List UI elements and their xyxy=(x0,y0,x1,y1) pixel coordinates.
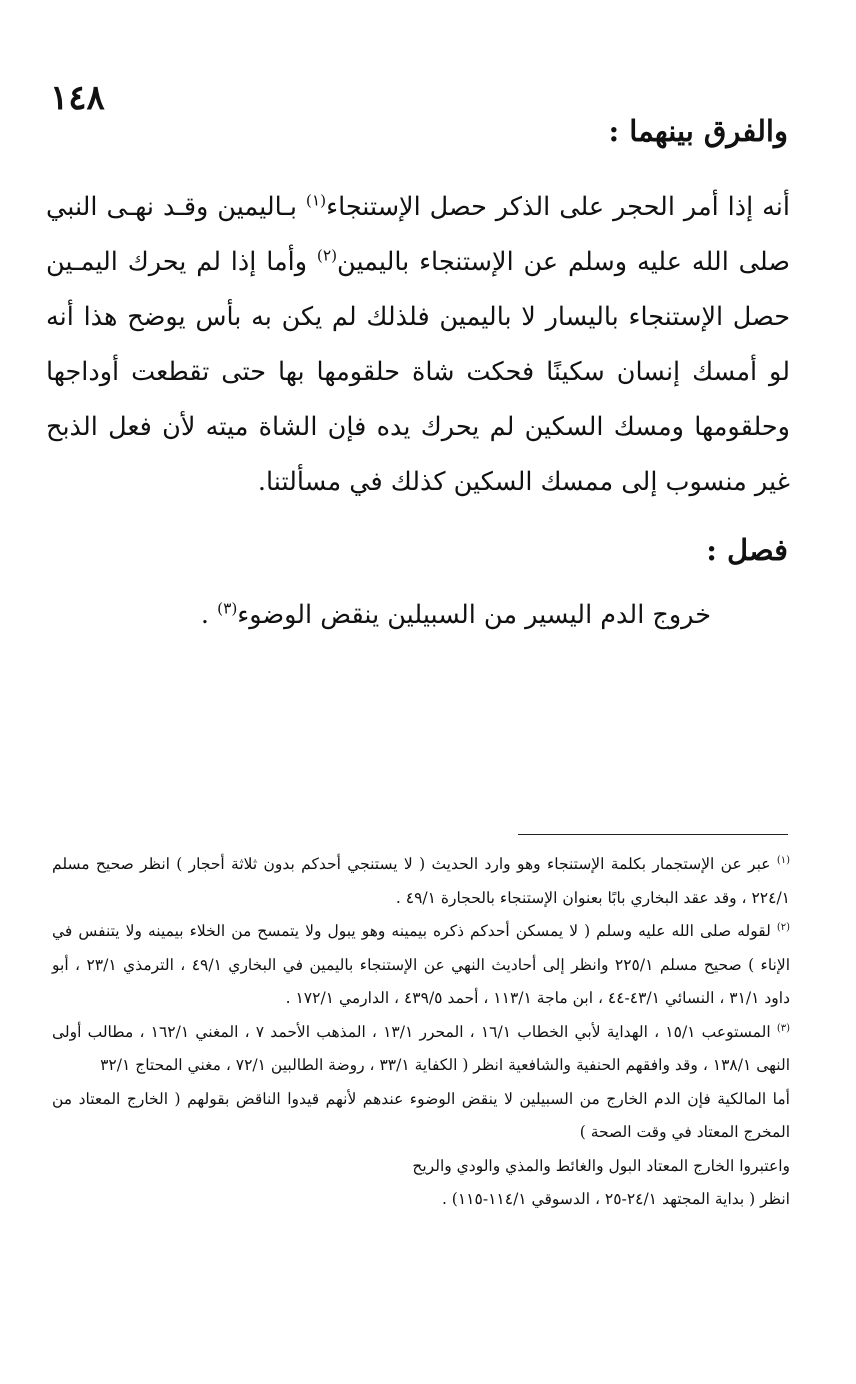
main-text-part-3: وأما إذا لم يحرك اليمـين حصل الإستنجاء باليسار لا باليمين فلذلك لم يكن به بأس يوضح هذا أنه لو أمسك إنسان سكينًا فحكت شاة حلقومها بها حتى تقطعت أوداجها وحلقومها ومسك السكين لم يحرك يده فإن الشاة ميته لأن فعل الذبح غير منسوب إلى ممسك السكين كذلك في مسألتنا. xyxy=(46,247,790,497)
page-number: ١٤٨ xyxy=(50,78,105,118)
footnote-ref-1[interactable]: (١) xyxy=(305,191,327,210)
section-statement-text: خروج الدم اليسير من السبيلين ينقض الوضوء xyxy=(237,600,711,630)
footnote-ref-2[interactable]: (٢) xyxy=(316,246,338,265)
heading-difference: والفرق بينهما : xyxy=(608,114,788,148)
footnote-1 xyxy=(52,848,790,915)
footnote-2 xyxy=(52,915,790,1016)
footnote-3 xyxy=(52,1016,790,1083)
footnote-number-2: (٢) xyxy=(776,921,790,933)
footnote-text-2: لقوله صلى الله عليه وسلم ( لا يمسكن أحدكم ذكره بيمينه وهو يبول ولا يتمسح من الخلاء بيمينه ولا يتنفس في الإناء ) صحيح مسلم ٢٢٥/١ وانظر إلى أحاديث النهي عن الإستنجاء باليمين في البخاري ٤٩/١ ، الترمذي ٢٣/١ ، أبو داود ٣١/١ ، النسائي ٤٣/١-٤٤ ، ابن ماجة ١١٣/١ ، أحمد ٤٣٩/٥ ، الدارمي ١٧٢/١ . xyxy=(52,922,791,1007)
main-paragraph-text xyxy=(46,180,790,510)
footnote-text-1: عبر عن الإستجمار بكلمة الإستنجاء وهو وارد الحديث ( لا يستنجي أحدكم بدون ثلاثة أحجار ) انظر صحيح مسلم ٢٢٤/١ ، وقد عقد البخاري بابًا بعنوان الإستنجاء بالحجارة ٤٩/١ . xyxy=(52,855,790,907)
footnote-divider xyxy=(518,834,788,835)
main-text-part-2: بـاليمين وقـد نهـى النبي صلى الله عليه وسلم عن الإستنجاء باليمين xyxy=(46,192,790,277)
heading-section: فصل : xyxy=(706,533,788,567)
main-paragraph xyxy=(46,180,790,510)
footnote-number-3: (٣) xyxy=(776,1022,790,1034)
main-text-part-1: أنه إذا أمر الحجر على الذكر حصل الإستنجاء xyxy=(326,192,790,222)
footnote-number-1: (١) xyxy=(776,854,790,866)
footnote-ref-3[interactable]: (٣) xyxy=(217,599,238,618)
footnote-continuation-3: انظر ( بداية المجتهد ٢٤/١-٢٥ ، الدسوقي ١١٤/١-١١٥) . xyxy=(441,1190,790,1208)
footnotes-section xyxy=(52,848,790,1217)
footnote-continuation-1: أما المالكية فإن الدم الخارج من السبيلين لا ينقض الوضوء عندهم لأنهم قيدوا الناقض بقولهم ( الخارج المعتاد من المخرج المعتاد في وقت الصحة ) xyxy=(52,1089,790,1141)
footnote-continuation-2: واعتبروا الخارج المعتاد البول والغائط والمذي والودي والريح xyxy=(412,1156,790,1175)
section-statement-end: . xyxy=(200,600,218,630)
section-statement xyxy=(201,600,711,630)
footnote-text-3: المستوعب ١٥/١ ، الهداية لأبي الخطاب ١٦/١ ، المحرر ١٣/١ ، المذهب الأحمد ٧ ، المغني ١٦٢/١ ، مطالب أولى النهى ١٣٨/١ ، وقد وافقهم الحنفية والشافعية انظر ( الكفاية ٣٣/١ ، روضة الطالبين ٧٢/١ ، مغني المحتاج ٣٢/١ xyxy=(52,1022,790,1074)
